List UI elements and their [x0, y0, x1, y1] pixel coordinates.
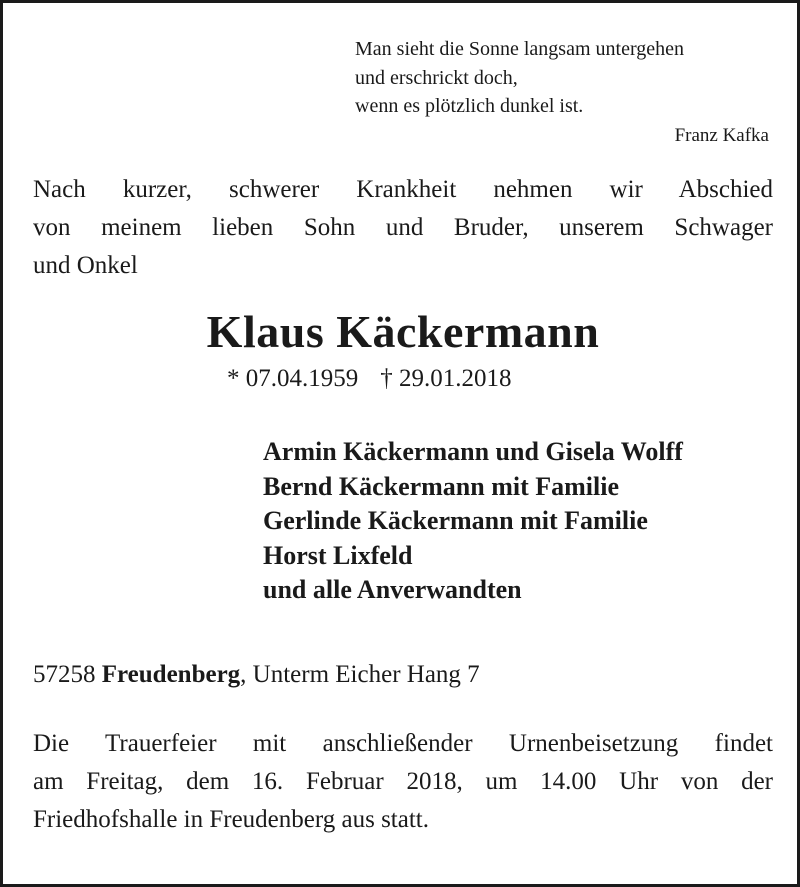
- funeral-service-info: [33, 725, 773, 839]
- address-street: , Unterm Eicher Hang 7: [240, 661, 480, 688]
- deceased-name: Klaus Käckermann: [206, 306, 600, 357]
- birth-date: * 07.04.1959: [227, 365, 359, 392]
- address-city: Freudenberg: [101, 661, 241, 688]
- mourners-list: [263, 435, 683, 608]
- quote-author: Franz Kafka: [674, 124, 769, 146]
- quote-line: wenn es plötzlich dunkel ist.: [355, 95, 584, 117]
- service-line: am Freitag, dem 16. Februar 2018, um 14.00 Uhr von der: [33, 768, 773, 795]
- epigraph-quote: [355, 35, 775, 150]
- mourner-entry: Gerlinde Käckermann mit Familie: [263, 506, 648, 535]
- quote-line: und erschrickt doch,: [355, 66, 518, 89]
- life-dates: [227, 365, 512, 393]
- intro-line: Nach kurzer, schwerer Krankheit nehmen wir Abschied: [33, 176, 773, 203]
- quote-line: Man sieht die Sonne langsam untergehen: [355, 38, 685, 60]
- intro-text: [33, 171, 773, 285]
- mourner-entry: und alle Anverwandten: [263, 575, 522, 604]
- mourner-entry: Armin Käckermann und Gisela Wolff: [263, 437, 683, 466]
- mourner-entry: Horst Lixfeld: [263, 540, 413, 570]
- family-address: [33, 661, 480, 689]
- service-line: Friedhofshalle in Freudenberg aus statt.: [33, 806, 429, 833]
- intro-line: von meinem lieben Sohn und Bruder, unserem Schwager: [33, 214, 773, 241]
- intro-line: und Onkel: [33, 252, 138, 279]
- mourner-entry: Bernd Käckermann mit Familie: [263, 471, 620, 501]
- address-zip: 57258: [33, 661, 96, 688]
- service-line: Die Trauerfeier mit anschließender Urnenbeisetzung findet: [33, 730, 773, 757]
- death-date: † 29.01.2018: [380, 365, 512, 392]
